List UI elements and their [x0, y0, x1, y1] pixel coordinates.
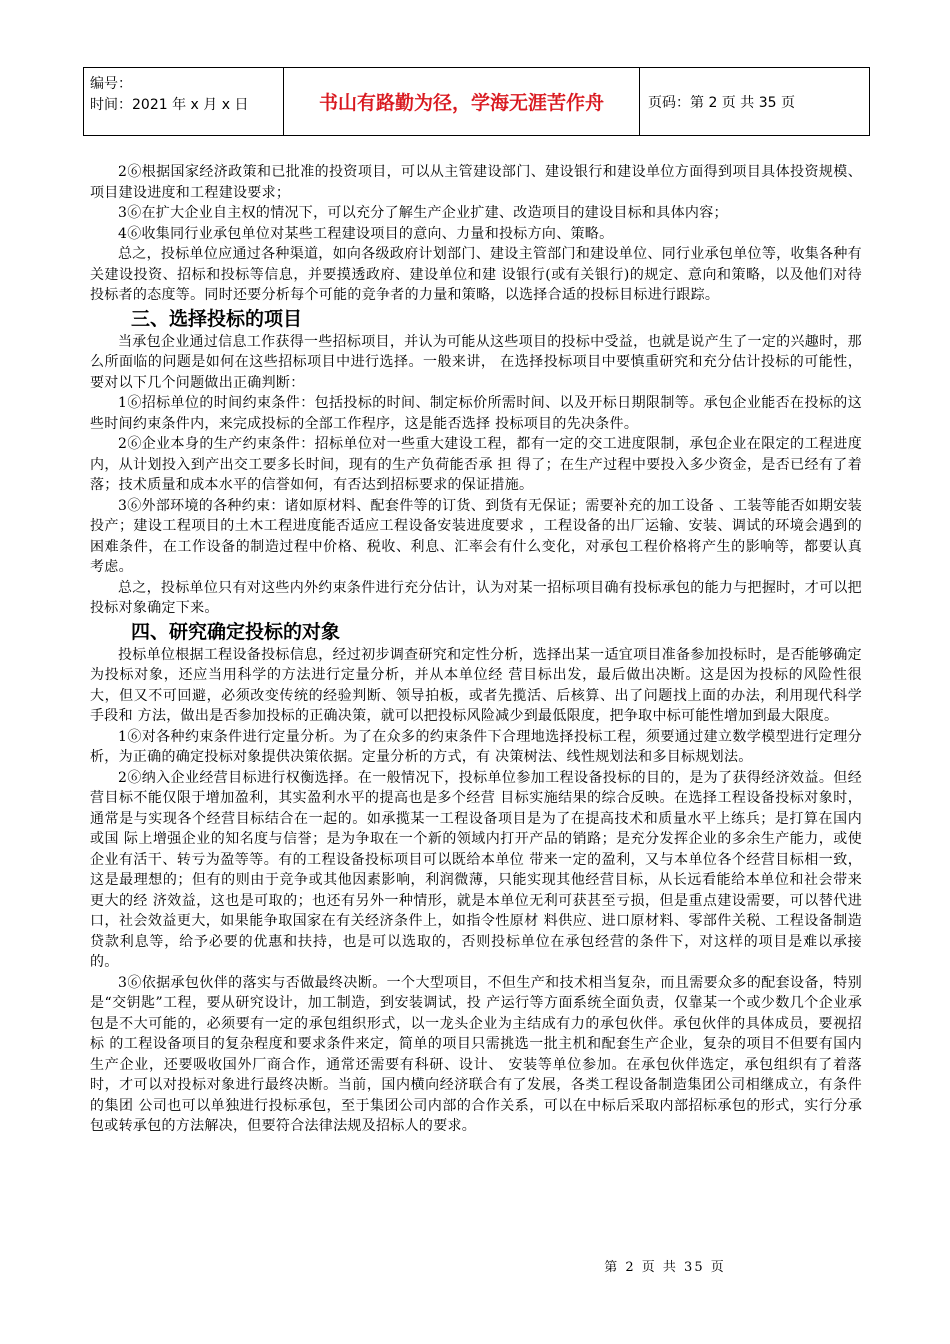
paragraph: 总之，投标单位应通过各种渠道，如向各级政府计划部门、建设主管部门和建设单位、同行业承包单位等，收集各种有关建设投资、招标和投标等信息，并要摸透政府、建设单位和建 设银行(或有关银行)的规定、意向和策略，以及他们对待投标者的态度等。同时还要分析每个可能的竞争者的力量和策略，以选择合适的投标目标进行跟踪。 [90, 246, 862, 303]
header-motto: 书山有路勤为径，学海无涯苦作舟 [284, 68, 640, 135]
paragraph: 投标单位根据工程设备投标信息，经过初步调查研究和定性分析，选择出某一适宜项目准备参加投标时，是否能够确定为投标对象，还应当用科学的方法进行定量分析，并从本单位经 营目标出发，最后做出决断。这是因为投标的风险性很大，但又不可回避，必须改变传统的经验判断、领导拍板，或者先揽活、后核算、出了问题找上面的办法，利用现代科学手段和 方法，做出是否参加投标的正确决策，就可以把投标风险减少到最低限度，把争取中标可能性增加到最大限度。 [90, 646, 862, 724]
document-date-label: 时间：2021 年 x 月 x 日 [90, 97, 249, 113]
section-heading-3: 三、选择投标的项目 [131, 307, 303, 330]
header-meta [84, 68, 284, 135]
paragraph: 当承包企业通过信息工作获得一些招标项目，并认为可能从这些项目的投标中受益，也就是说产生了一定的兴趣时，那么所面临的问题是如何在这些招标项目中进行选择。一般来讲， 在选择投标项目中要慎重研究和充分估计投标的可能性，要对以下几个问题做出正确判断： [90, 333, 862, 391]
paragraph: 2⑥企业本身的生产约束条件：招标单位对一些重大建设工程，都有一定的交工进度限制，承包企业在限定的工程进度内，从计划投入到产出交工要多长时间，现有的生产负荷能否承 担 得了；在生产过程中要投入多少资金，是否已经有了着落；技术质量和成本水平的信誉如何，有否达到招标要求的保证措施。 [90, 436, 862, 493]
document-number-label: 编号： [90, 76, 132, 92]
paragraph: 1⑥对各种约束条件进行定量分析。为了在众多的约束条件下合理地选择投标工程，须要通过建立数学模型进行定理分析，为正确的确定投标对象提供决策依据。定量分析的方式，有 决策树法、线性规划法和多目标规划法。 [90, 728, 862, 765]
paragraph: 1⑥招标单位的时间约束条件：包括投标的时间、制定标价所需时间、以及开标日期限制等。承包企业能否在投标的这些时间约束条件内，来完成投标的全部工作程序，这是能否选择 投标项目的先决条件。 [90, 395, 862, 432]
paragraph: 总之，投标单位只有对这些内外约束条件进行充分估计，认为对某一招标项目确有投标承包的能力与把握时，才可以把投标对象确定下来。 [90, 579, 862, 616]
document-body [90, 162, 862, 1137]
paragraph: 3⑥依据承包伙伴的落实与否做最终决断。一个大型项目，不但生产和技术相当复杂，而且需要众多的配套设备，特别是“交钥匙”工程，要从研究设计，加工制造，到安装调试，投 产运行等方面系统全面负责，仅靠某一个或少数几个企业承包是不大可能的，必须要有一定的承包组织形式，以一龙头企业为主结成有力的承包伙伴。承包伙伴的具体成员，要视招标 的工程设备项目的复杂程度和要求条件来定，简单的项目只需挑选一批主机和配套生产企业，复杂的项目不但要有国内生产企业，还要吸收国外厂商合作，通常还需要有科研、设计、 安装等单位参加。在承包伙伴选定，承包组织有了着落时，才可以对投标对象进行最终决断。当前，国内横向经济联合有了发展，各类工程设备制造集团公司相继成立，有条件的集团 公司也可以单独进行投标承包，至于集团公司内部的合作关系，可以在中标后采取内部招标承包的形式，实行分承包或转承包的方法解决，但要符合法律法规及招标人的要求。 [90, 974, 862, 1134]
section-heading-4: 四、研究确定投标的对象 [131, 620, 341, 643]
paragraph: 2⑥根据国家经济政策和已批准的投资项目，可以从主管建设部门、建设银行和建设单位方面得到项目具体投资规模、项目建设进度和工程建设要求； [90, 164, 862, 201]
paragraph: 2⑥纳入企业经营目标进行权衡选择。在一般情况下，投标单位参加工程设备投标的目的，是为了获得经济效益。但经营目标不能仅限于增加盈利，其实盈利水平的提高也是多个经营 目标实施结果的综合反映。在选择工程设备投标对象时，通常是与实现各个经营目标结合在一起的。如承揽某一工程设备项目是为了在提高技术和质量水平上练兵；是打算在国内或国 际上增强企业的知名度与信誉；是为争取在一个新的领域内打开产品的销路；是充分发挥企业的多余生产能力，或使企业有活干、转亏为盈等等。有的工程设备投标项目可以既给本单位 带来一定的盈利，又与本单位各个经营目标相一致，这是最理想的；但有的则由于竞争或其他因素影响，利润微薄，只能实现其他经营目标，从长远看能给本单位和社会带来更大的经 济效益，这也是可取的；也还有另外一种情形，就是本单位无利可获甚至亏损，但是重点建设需要，可以替代进口，社会效益更大，如果能争取国家在有关经济条件上，如指令性原材 料供应、进口原材料、零部件关税、工程设备制造贷款利息等，给予必要的优惠和扶持，也是可以选取的，否则投标单位在承包经营的条件下，对这样的项目是难以承接的。 [90, 769, 862, 970]
header-page-info: 页码：第 2 页 共 35 页 [648, 94, 795, 111]
page-footer: 第 2 页 共 35 页 [604, 1260, 726, 1275]
paragraph: 4⑥收集同行业承包单位对某些工程建设项目的意向、力量和投标方向、策略。 [118, 225, 614, 242]
paragraph: 3⑥在扩大企业自主权的情况下，可以充分了解生产企业扩建、改造项目的建设目标和具体内容； [118, 205, 728, 221]
page-header [83, 67, 870, 136]
paragraph: 3⑥外部环境的各种约束：诸如原材料、配套件等的订货、到货有无保证；需要补充的加工设备 、工装等能否如期安装投产；建设工程项目的土木工程进度能否适应工程设备安装进度要求 ，工程设备的出厂运输、安装、调试的环境会遇到的困难条件，在工作设备的制造过程中价格、税收、利息、汇率会有什么变化，对承包工程价格将产生的影响等，都要认真考虑。 [90, 497, 862, 575]
